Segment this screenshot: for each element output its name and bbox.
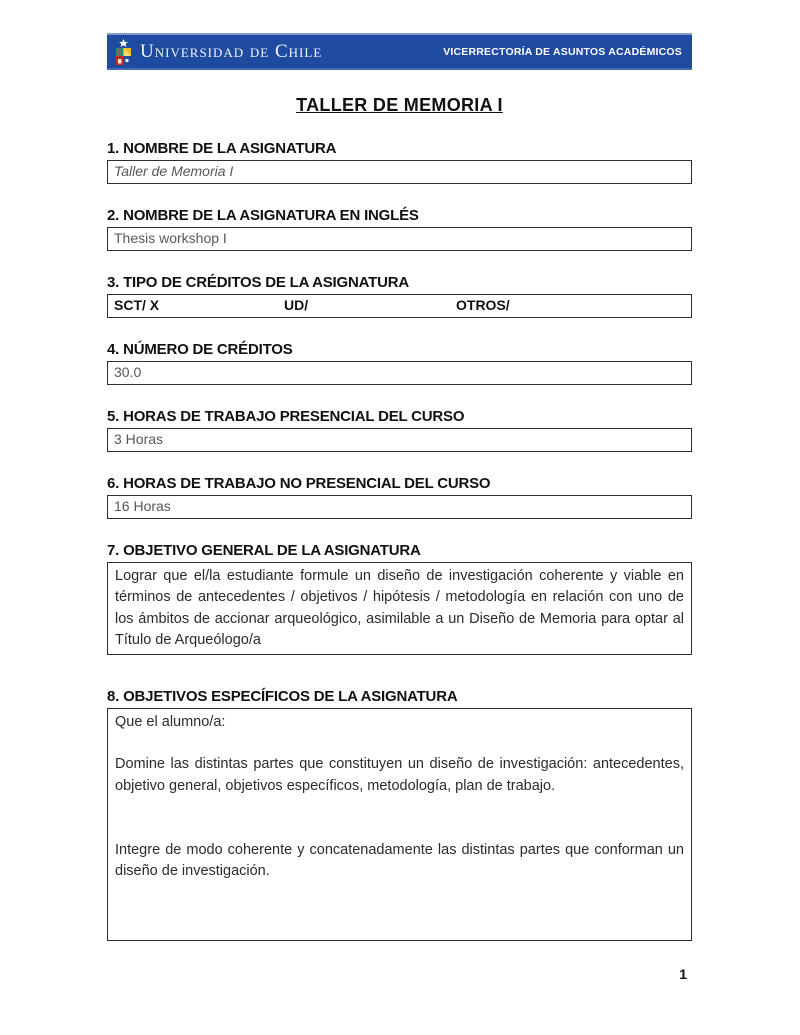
section-5-heading: 5. HORAS DE TRABAJO PRESENCIAL DEL CURSO [107, 408, 465, 425]
header-left [115, 35, 322, 68]
section-7-heading: 7. OBJETIVO GENERAL DE LA ASIGNATURA [107, 542, 421, 559]
section-4-heading: 4. NÚMERO DE CRÉDITOS [107, 341, 293, 358]
header-banner [107, 33, 692, 70]
credit-type-sct: SCT/ X [114, 297, 160, 313]
division-name: VICERRECTORÍA DE ASUNTOS ACADÉMICOS [443, 45, 682, 58]
objective-general-text: Lograr que el/la estudiante formule un diseño de investigación coherente y viable en términos de antecedentes / objetivos / hipótesis / metodología en relación con uno de los ámbitos de accionar arqueológico, asimilable a un Diseño de Memoria para optar al Título de Arqueólogo/a [115, 568, 684, 648]
section-6-value-box: 16 Horas [107, 495, 692, 519]
section-2-value-box: Thesis workshop I [107, 227, 692, 251]
specific-objectives-intro: Que el alumno/a: [115, 714, 226, 730]
universidad-de-chile-crest-icon [115, 39, 132, 69]
university-name: Universidad de Chile [140, 40, 323, 62]
section-6-heading: 6. HORAS DE TRABAJO NO PRESENCIAL DEL CURSO [107, 475, 491, 492]
section-1-value-box: Taller de Memoria I [107, 160, 692, 184]
document-title: TALLER DE MEMORIA I [296, 95, 503, 115]
section-3-heading: 3. TIPO DE CRÉDITOS DE LA ASIGNATURA [107, 274, 409, 291]
specific-objective-1: Domine las distintas partes que constituyen un diseño de investigación: antecedentes, objetivo general, objetivos específicos, metodología, plan de trabajo. [115, 756, 684, 794]
section-5-value-box: 3 Horas [107, 428, 692, 452]
section-2-heading: 2. NOMBRE DE LA ASIGNATURA EN INGLÉS [107, 207, 419, 224]
credit-type-ud: UD/ [284, 297, 309, 313]
section-1-heading: 1. NOMBRE DE LA ASIGNATURA [107, 140, 337, 157]
section-7-text-box [107, 562, 692, 655]
section-8-heading: 8. OBJETIVOS ESPECÍFICOS DE LA ASIGNATURA [107, 688, 458, 705]
credit-type-otros: OTROS/ [456, 297, 510, 313]
document-page [107, 0, 692, 941]
page-number: 1 [679, 966, 687, 982]
section-3-value-box [107, 294, 692, 318]
specific-objective-2: Integre de modo coherente y concatenadamente las distintas partes que conforman un diseño de investigación. [115, 841, 684, 880]
section-8-text-box [107, 708, 692, 941]
section-4-value-box: 30.0 [107, 361, 692, 385]
